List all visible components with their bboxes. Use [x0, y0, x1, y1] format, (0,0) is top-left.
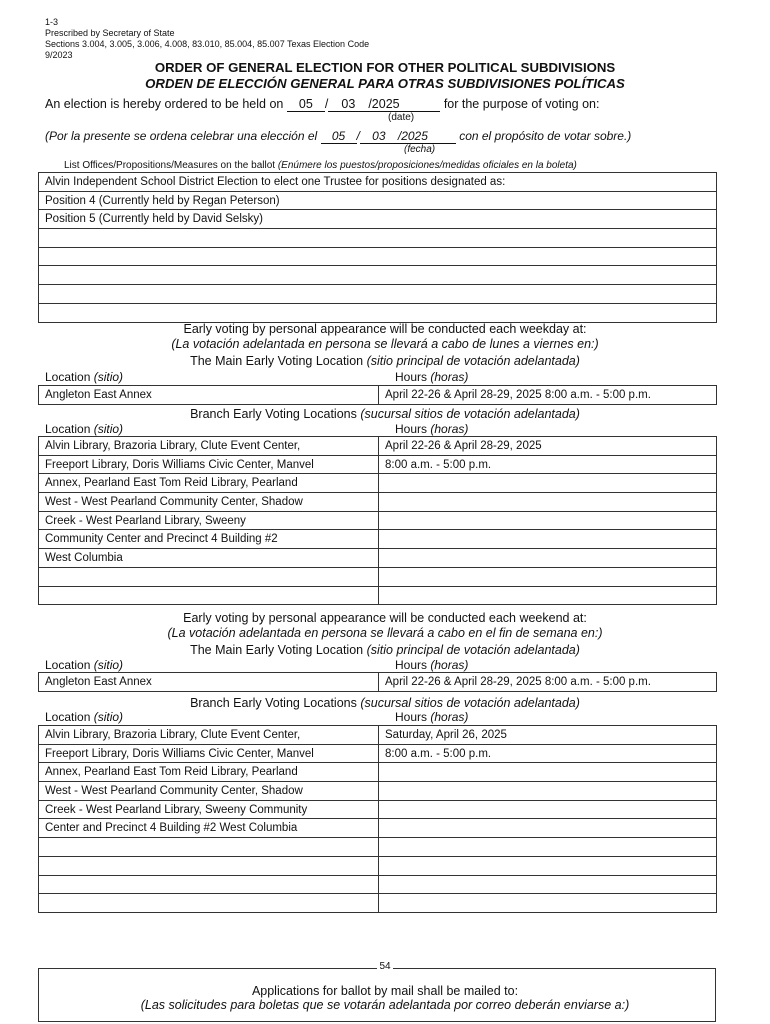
offices-table: [38, 172, 717, 323]
election-day-field[interactable]: 03: [328, 97, 368, 112]
location-cell[interactable]: Annex, Pearland East Tom Reid Library, Pearland: [39, 763, 379, 782]
weekend-main-heading-es: (sitio principal de votación adelantada): [366, 643, 580, 657]
table-row: [39, 474, 717, 493]
hours-label-es: (horas): [430, 658, 469, 672]
weekday-branch-table: [38, 436, 717, 605]
weekday-main-hours: April 22-26 & April 28-29, 2025 8:00 a.m. - 5:00 p.m.: [379, 386, 717, 405]
location-cell[interactable]: West Columbia: [39, 549, 379, 568]
order-suffix-es: con el propósito de votar sobre.): [459, 129, 632, 143]
location-label-es: (sitio): [93, 422, 124, 436]
table-row: [39, 586, 717, 605]
prescribed-by: Prescribed by Secretary of State: [45, 28, 175, 38]
weekend-branch-hours-label: [395, 710, 468, 724]
weekend-intro: Early voting by personal appearance will be conducted each weekend at:: [183, 611, 587, 625]
weekday-main-location: Angleton East Annex: [39, 386, 379, 405]
table-row: [39, 437, 717, 456]
weekend-hours-label: [395, 658, 468, 672]
weekend-main-heading: [0, 643, 770, 657]
office-cell[interactable]: [39, 229, 717, 248]
hours-label-es: (horas): [430, 370, 469, 384]
table-row: [39, 726, 717, 745]
table-row: [39, 247, 717, 266]
election-month-field-es[interactable]: 05: [321, 129, 357, 144]
location-label-es: (sitio): [93, 370, 124, 384]
table-row: [39, 819, 717, 838]
order-line-es: [45, 129, 631, 144]
location-cell[interactable]: West - West Pearland Community Center, Shadow: [39, 782, 379, 801]
form-revision: 9/2023: [45, 50, 73, 60]
weekend-main-table: [38, 672, 717, 692]
hours-cell[interactable]: [379, 530, 717, 549]
order-line: [45, 97, 599, 112]
weekday-main-heading-es: (sitio principal de votación adelantada): [366, 354, 580, 368]
hours-cell[interactable]: [379, 800, 717, 819]
weekday-branch-heading-en: Branch Early Voting Locations: [190, 407, 357, 421]
table-row: [39, 229, 717, 248]
office-cell[interactable]: [39, 247, 717, 266]
hours-cell[interactable]: [379, 493, 717, 512]
hours-cell[interactable]: [379, 894, 717, 913]
table-row: [39, 386, 717, 405]
election-year-field[interactable]: /2025: [368, 97, 440, 112]
weekend-intro-es: (La votación adelantada en persona se llevará a cabo en el fin de semana en:): [167, 626, 603, 640]
location-cell[interactable]: [39, 894, 379, 913]
location-cell[interactable]: Community Center and Precinct 4 Building #2: [39, 530, 379, 549]
hours-cell[interactable]: 8:00 a.m. - 5:00 p.m.: [379, 744, 717, 763]
offices-label-en: List Offices/Propositions/Measures on the ballot: [64, 160, 276, 171]
location-label-es: (sitio): [93, 658, 124, 672]
location-cell[interactable]: [39, 856, 379, 875]
weekday-location-label: [45, 370, 123, 384]
location-cell[interactable]: Freeport Library, Doris Williams Civic Center, Manvel: [39, 744, 379, 763]
table-row: [39, 763, 717, 782]
hours-cell[interactable]: [379, 838, 717, 857]
weekend-branch-heading-es: (sucursal sitios de votación adelantada): [360, 696, 580, 710]
table-row: [39, 838, 717, 857]
weekend-location-label: [45, 658, 123, 672]
weekday-branch-heading: [0, 407, 770, 421]
office-cell[interactable]: [39, 266, 717, 285]
weekend-main-hours: April 22-26 & April 28-29, 2025 8:00 a.m. - 5:00 p.m.: [379, 673, 717, 692]
form-header: [45, 17, 369, 61]
location-cell[interactable]: Center and Precinct 4 Building #2 West Columbia: [39, 819, 379, 838]
hours-label: Hours: [395, 422, 428, 436]
location-cell[interactable]: Alvin Library, Brazoria Library, Clute Event Center,: [39, 726, 379, 745]
table-row: [39, 549, 717, 568]
date-separator: /: [324, 97, 329, 111]
hours-cell[interactable]: [379, 586, 717, 605]
office-cell[interactable]: Position 5 (Currently held by David Selsky): [39, 210, 717, 229]
election-month-field[interactable]: 05: [287, 97, 325, 112]
hours-cell[interactable]: 8:00 a.m. - 5:00 p.m.: [379, 455, 717, 474]
hours-cell[interactable]: April 22-26 & April 28-29, 2025: [379, 437, 717, 456]
hours-cell[interactable]: [379, 875, 717, 894]
hours-cell[interactable]: [379, 511, 717, 530]
election-day-field-es[interactable]: 03: [360, 129, 398, 144]
location-cell[interactable]: [39, 875, 379, 894]
page-number: [0, 961, 770, 972]
date-separator-es: /: [356, 129, 360, 143]
location-label: Location: [45, 710, 91, 724]
location-cell[interactable]: [39, 567, 379, 586]
hours-cell[interactable]: [379, 819, 717, 838]
location-cell[interactable]: West - West Pearland Community Center, Shadow: [39, 493, 379, 512]
location-cell[interactable]: Creek - West Pearland Library, Sweeny Community: [39, 800, 379, 819]
weekend-branch-heading-en: Branch Early Voting Locations: [190, 696, 357, 710]
weekday-main-heading-en: The Main Early Voting Location: [190, 354, 364, 368]
hours-cell[interactable]: [379, 856, 717, 875]
office-cell[interactable]: Alvin Independent School District Election to elect one Trustee for positions designated as:: [39, 173, 717, 192]
table-row: [39, 856, 717, 875]
table-row: [39, 800, 717, 819]
location-cell[interactable]: Annex, Pearland East Tom Reid Library, Pearland: [39, 474, 379, 493]
weekday-main-heading: [0, 354, 770, 368]
table-row: [39, 303, 717, 322]
hours-cell[interactable]: [379, 549, 717, 568]
hours-cell[interactable]: [379, 782, 717, 801]
location-label-es: (sitio): [93, 710, 124, 724]
office-cell[interactable]: [39, 285, 717, 304]
order-prefix: An election is hereby ordered to be held on: [45, 97, 284, 111]
statute-sections: Sections 3.004, 3.005, 3.006, 4.008, 83.010, 85.004, 85.007 Texas Election Code: [45, 39, 370, 49]
title-spanish: ORDEN DE ELECCIÓN GENERAL PARA OTRAS SUBDIVISIONES POLÍTICAS: [145, 76, 625, 91]
date-caption: (date): [388, 112, 415, 123]
weekday-branch-hours-label: [395, 422, 468, 436]
table-row: [39, 493, 717, 512]
weekend-branch-table: [38, 725, 717, 913]
hours-label-es: (horas): [430, 710, 469, 724]
order-suffix: for the purpose of voting on:: [443, 97, 600, 111]
location-label: Location: [45, 370, 91, 384]
table-row: [39, 894, 717, 913]
weekday-intro: Early voting by personal appearance will be conducted each weekday at:: [183, 322, 587, 336]
mail-text-es: (Las solicitudes para boletas que se votarán adelantada por correo deberán enviarse a:): [140, 998, 630, 1012]
form-number: 1-3: [45, 17, 59, 27]
page-number-text: 54: [379, 961, 391, 972]
table-row: [39, 173, 717, 192]
location-cell[interactable]: [39, 838, 379, 857]
location-cell[interactable]: Freeport Library, Doris Williams Civic Center, Manvel: [39, 455, 379, 474]
hours-cell[interactable]: [379, 474, 717, 493]
table-row: [39, 511, 717, 530]
table-row: [39, 875, 717, 894]
weekday-main-table: [38, 385, 717, 405]
location-cell[interactable]: Creek - West Pearland Library, Sweeny: [39, 511, 379, 530]
hours-cell[interactable]: [379, 763, 717, 782]
location-cell[interactable]: [39, 586, 379, 605]
hours-label: Hours: [395, 370, 428, 384]
weekday-hours-label: [395, 370, 468, 384]
weekend-main-heading-en: The Main Early Voting Location: [190, 643, 364, 657]
offices-label: [64, 160, 577, 171]
table-row: [39, 266, 717, 285]
hours-cell[interactable]: Saturday, April 26, 2025: [379, 726, 717, 745]
hours-label: Hours: [395, 658, 428, 672]
title-english: ORDER OF GENERAL ELECTION FOR OTHER POLITICAL SUBDIVISIONS: [154, 60, 616, 75]
table-row: [39, 455, 717, 474]
location-cell[interactable]: Alvin Library, Brazoria Library, Clute Event Center,: [39, 437, 379, 456]
offices-label-es: (Enúmere los puestos/proposiciones/medidas oficiales en la boleta): [277, 160, 577, 171]
hours-label: Hours: [395, 710, 428, 724]
election-year-field-es[interactable]: /2025: [398, 129, 456, 144]
location-label: Location: [45, 658, 91, 672]
fecha-caption: (fecha): [404, 144, 436, 155]
table-row: [39, 567, 717, 586]
hours-cell[interactable]: [379, 567, 717, 586]
hours-label-es: (horas): [430, 422, 469, 436]
table-row: [39, 744, 717, 763]
order-prefix-es: (Por la presente se ordena celebrar una elección el: [45, 129, 318, 143]
weekend-branch-location-label: [45, 710, 123, 724]
table-row: [39, 210, 717, 229]
table-row: [39, 191, 717, 210]
office-cell[interactable]: [39, 303, 717, 322]
location-label: Location: [45, 422, 91, 436]
table-row: [39, 782, 717, 801]
weekday-branch-location-label: [45, 422, 123, 436]
table-row: [39, 673, 717, 692]
table-row: [39, 530, 717, 549]
weekend-branch-heading: [0, 696, 770, 710]
table-row: [39, 285, 717, 304]
weekday-branch-heading-es: (sucursal sitios de votación adelantada): [360, 407, 580, 421]
weekday-intro-es: (La votación adelantada en persona se llevará a cabo de lunes a viernes en:): [171, 337, 599, 351]
office-cell[interactable]: Position 4 (Currently held by Regan Peterson): [39, 191, 717, 210]
weekend-main-location: Angleton East Annex: [39, 673, 379, 692]
mail-text: Applications for ballot by mail shall be mailed to:: [251, 984, 519, 998]
